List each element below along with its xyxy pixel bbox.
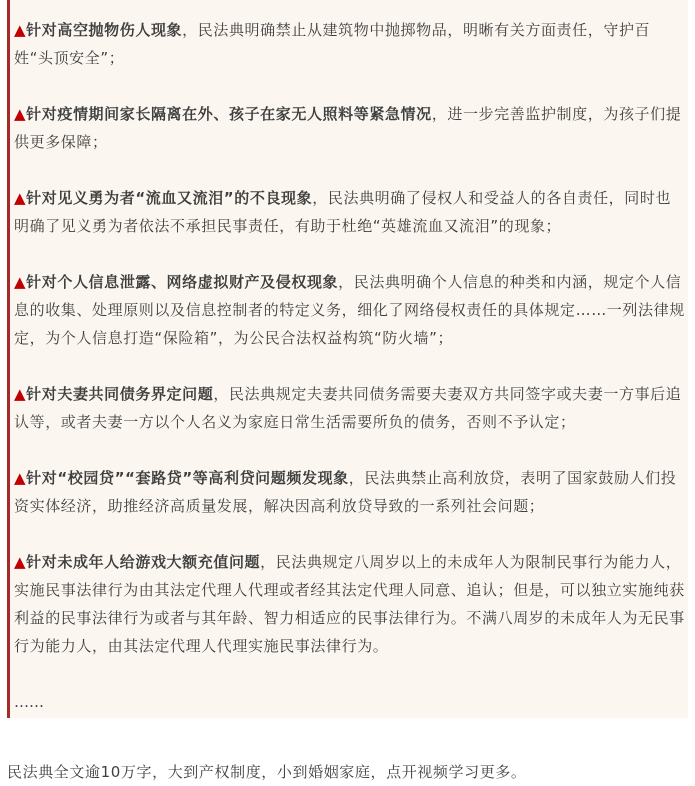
triangle-marker-icon: ▲ [14, 469, 27, 487]
triangle-marker-icon: ▲ [14, 273, 27, 291]
list-item [14, 100, 686, 156]
ellipsis-text: …… [14, 693, 44, 711]
triangle-marker-icon: ▲ [14, 189, 27, 207]
item-body: ，民法典规定夫妻共同债务需要夫妻双方共同签字或夫妻一方事后追认等，或者夫妻一方以个人名义为家庭日常生活需要所负的债务，否则不予认定； [14, 385, 682, 431]
item-body: ，民法典明确禁止从建筑物中抛掷物品，明晰有关方面责任，守护百姓“头顶安全”； [14, 21, 651, 67]
footer-text: 民法典全文逾10万字，大到产权制度，小到婚姻家庭，点开视频学习更多。 [7, 763, 527, 781]
triangle-marker-icon: ▲ [14, 21, 27, 39]
list-item [14, 548, 686, 660]
item-body: ，民法典明确个人信息的种类和内涵，规定个人信息的收集、处理原则以及信息控制者的特定义务，细化了网络侵权责任的具体规定……一列法律规定，为个人信息打造“保险箱”，为公民合法权益构筑“防火墙”； [14, 273, 685, 347]
list-item [14, 268, 686, 352]
quote-block [7, 0, 688, 718]
item-body: ，民法典明确了侵权人和受益人的各自责任，同时也明确了见义勇为者依法不承担民事责任，有助于杜绝“英雄流血又流泪”的现象； [14, 189, 672, 235]
item-heading: 针对个人信息泄露、网络虚拟财产及侵权现象 [26, 273, 339, 291]
item-heading: 针对未成年人给游戏大额充值问题 [26, 553, 261, 571]
item-heading: 针对“校园贷”“套路贷”等高利贷问题频发现象 [26, 469, 349, 487]
item-heading: 针对高空抛物伤人现象 [26, 21, 183, 39]
item-heading: 针对疫情期间家长隔离在外、孩子在家无人照料等紧急情况 [26, 105, 432, 123]
list-item [14, 16, 686, 72]
triangle-marker-icon: ▲ [14, 385, 27, 403]
item-heading: 针对夫妻共同债务界定问题 [26, 385, 214, 403]
item-body: ，民法典规定八周岁以上的未成年人为限制民事行为能力人，实施民事法律行为由其法定代理人代理或者经其法定代理人同意、追认；但是，可以独立实施纯获利益的民事法律行为或者与其年龄、智力相适应的民事法律行为。不满八周岁的未成年人为无民事行为能力人，由其法定代理人代理实施民事法律行为。 [14, 553, 685, 655]
list-item [14, 464, 686, 520]
item-body: ，进一步完善监护制度，为孩子们提供更多保障； [14, 105, 682, 151]
triangle-marker-icon: ▲ [14, 553, 27, 571]
list-item [14, 184, 686, 240]
item-body: ，民法典禁止高利放贷，表明了国家鼓励人们投资实体经济，助推经济高质量发展，解决因高利放贷导致的一系列社会问题； [14, 469, 677, 515]
triangle-marker-icon: ▲ [14, 105, 27, 123]
list-item [14, 380, 686, 436]
item-heading: 针对见义勇为者“流血又流泪”的不良现象 [26, 189, 313, 207]
